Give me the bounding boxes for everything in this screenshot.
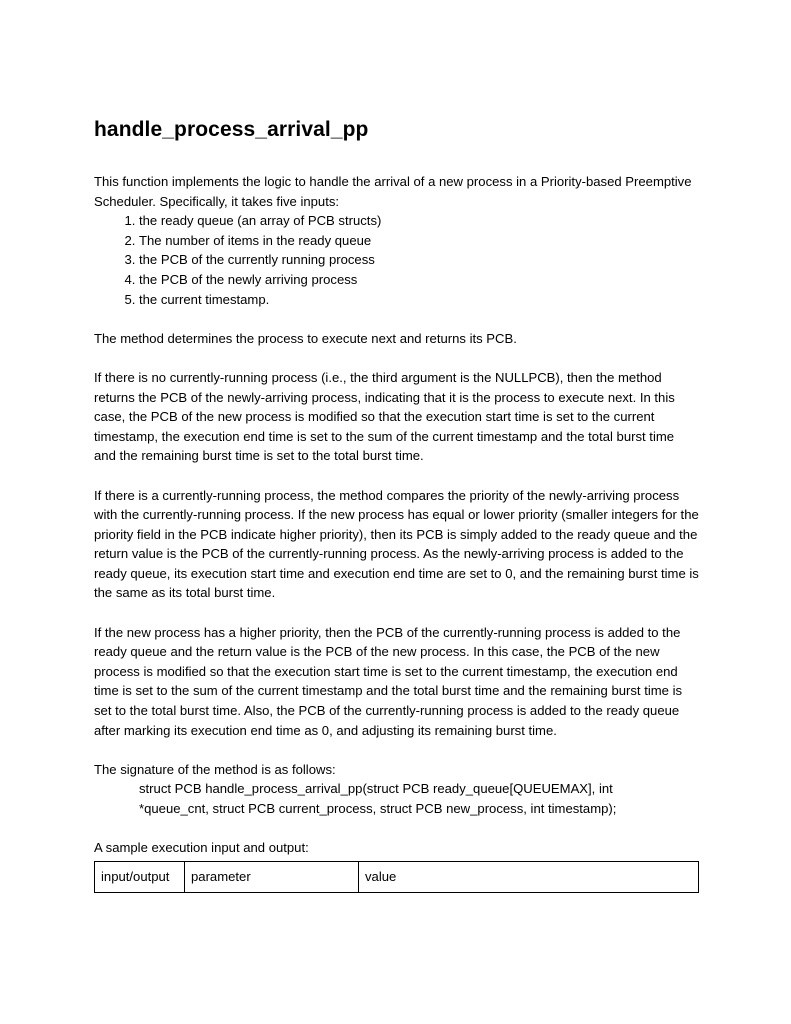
list-item: 1. the ready queue (an array of PCB structs) [139,211,699,231]
signature-block [94,779,699,818]
inputs-list [94,211,699,309]
signature-line-2: *queue_cnt, struct PCB current_process, struct PCB new_process, int timestamp); [139,801,617,816]
document-page [94,116,699,893]
list-item: 4. the PCB of the newly arriving process [139,270,699,290]
sample-table [94,861,699,893]
document-title: handle_process_arrival_pp [94,118,369,141]
header-parameter: parameter [185,861,359,892]
sample-intro: A sample execution input and output: [94,840,309,856]
no-running-paragraph: If there is no currently-running process (i.e., the third argument is the NULLPCB), then the method returns the PCB of the newly-arriving process, indicating that it is the process to execute next. In this case, the PCB of the new process is modified so that the execution start time is set to the current timestamp, the execution end time is set to the sum of the current timestamp and the total burst time and the remaining burst time is set to the total burst time. [94,369,675,464]
intro-paragraph: This function implements the logic to handle the arrival of a new process in a Priority-based Preemptive Scheduler. Specifically, it takes five inputs: [94,174,692,209]
list-item: 5. the current timestamp. [139,290,699,310]
header-value: value [359,861,699,892]
list-item: 3. the PCB of the currently running process [139,250,699,270]
list-item: 2. The number of items in the ready queue [139,231,699,251]
signature-line-1: struct PCB handle_process_arrival_pp(struct PCB ready_queue[QUEUEMAX], int [139,781,613,797]
higher-priority-paragraph: If the new process has a higher priority, then the PCB of the currently-running process is added to the ready queue and the return value is the PCB of the new process. In this case, the PCB of the new process is modified so that the execution start time is set to the current timestamp, the execution end time is set to the sum of the current timestamp and the total burst time and the remaining burst time is set to the total burst time. Also, the PCB of the currently-running process is added to the ready queue after marking its execution end time as 0, and adjusting its remaining burst time. [94,624,683,738]
determines-paragraph: The method determines the process to execute next and returns its PCB. [94,330,517,346]
running-paragraph: If there is a currently-running process, the method compares the priority of the newly-arriving process with the currently-running process. If the new process has equal or lower priority (smaller integers for the priority field in the PCB indicate higher priority), then its PCB is simply added to the ready queue and the return value is the PCB of the currently-running process. As the newly-arriving process is added to the ready queue, its execution start time and execution end time are set to 0, and the remaining burst time is the same as its total burst time. [94,487,699,601]
header-input-output: input/output [95,861,185,892]
table-header-row [95,861,699,892]
signature-intro: The signature of the method is as follows: [94,761,336,777]
